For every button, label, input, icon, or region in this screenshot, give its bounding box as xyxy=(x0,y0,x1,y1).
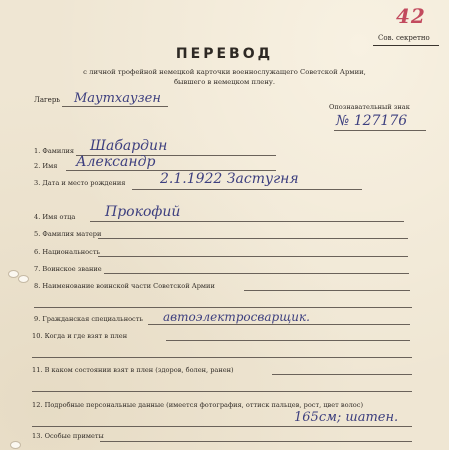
field-13-label: 13. Особые приметы xyxy=(32,432,104,440)
classification-underline xyxy=(373,45,439,46)
field-9-line xyxy=(148,324,410,325)
page-number: 42 xyxy=(396,4,426,28)
field-4-value: Прокофий xyxy=(105,204,181,220)
punch-hole xyxy=(10,441,21,449)
classification-stamp: Сов. секретно xyxy=(378,34,430,42)
camp-label: Лагерь xyxy=(34,96,61,104)
field-8-line-2 xyxy=(34,307,412,308)
field-7-line xyxy=(104,273,409,274)
field-7-label: 7. Воинское звание xyxy=(34,265,102,273)
field-3-label: 3. Дата и место рождения xyxy=(34,179,126,187)
field-12-line xyxy=(32,426,412,427)
camp-value: Маутхаузен xyxy=(74,91,161,106)
id-mark-label: Опознавательный знак xyxy=(329,103,410,111)
field-11-line-1 xyxy=(272,374,412,375)
id-mark-value: № 127176 xyxy=(336,113,408,129)
document-subtitle-line1: с личной трофейной немецкой карточки военнослужащего Советской Армии, xyxy=(83,68,366,76)
document-subtitle-line2: бывшего в немецком плену. xyxy=(173,78,276,86)
field-1-label: 1. Фамилия xyxy=(34,147,75,155)
field-13-line xyxy=(100,441,412,442)
id-mark-line xyxy=(334,130,426,131)
document-title: ПЕРЕВОД xyxy=(175,46,274,62)
camp-line xyxy=(62,106,168,107)
field-3-value: 2.1.1922 Застугня xyxy=(160,171,299,187)
field-4-line xyxy=(90,221,404,222)
field-11-line-2 xyxy=(32,391,412,392)
field-10-line-2 xyxy=(32,357,412,358)
field-1-value: Шабардин xyxy=(90,138,168,154)
field-12-value: 165см; шатен. xyxy=(294,410,399,425)
field-4-label: 4. Имя отца xyxy=(34,213,76,221)
field-6-line xyxy=(98,256,408,257)
field-2-value: Александр xyxy=(76,154,156,170)
field-8-label: 8. Наименование воинской части Советской Армии xyxy=(34,282,215,290)
field-12-label: 12. Подробные персональные данные (имеется фотография, оттиск пальцев, рост, цвет волос) xyxy=(32,401,364,409)
field-8-line-1 xyxy=(244,290,410,291)
field-10-line-1 xyxy=(166,340,410,341)
field-11-label: 11. В каком состоянии взят в плен (здоров, болен, ранен) xyxy=(32,366,234,374)
field-10-label: 10. Когда и где взят в плен xyxy=(32,332,128,340)
punch-hole xyxy=(18,275,29,283)
field-2-label: 2. Имя xyxy=(34,162,58,170)
field-9-label: 9. Гражданская специальность xyxy=(34,315,143,323)
field-5-label: 5. Фамилия матери xyxy=(34,230,102,238)
field-6-label: 6. Национальность xyxy=(34,248,101,256)
field-5-line xyxy=(98,238,408,239)
field-9-value: автоэлектросварщик. xyxy=(163,310,310,324)
field-3-line xyxy=(132,189,362,190)
